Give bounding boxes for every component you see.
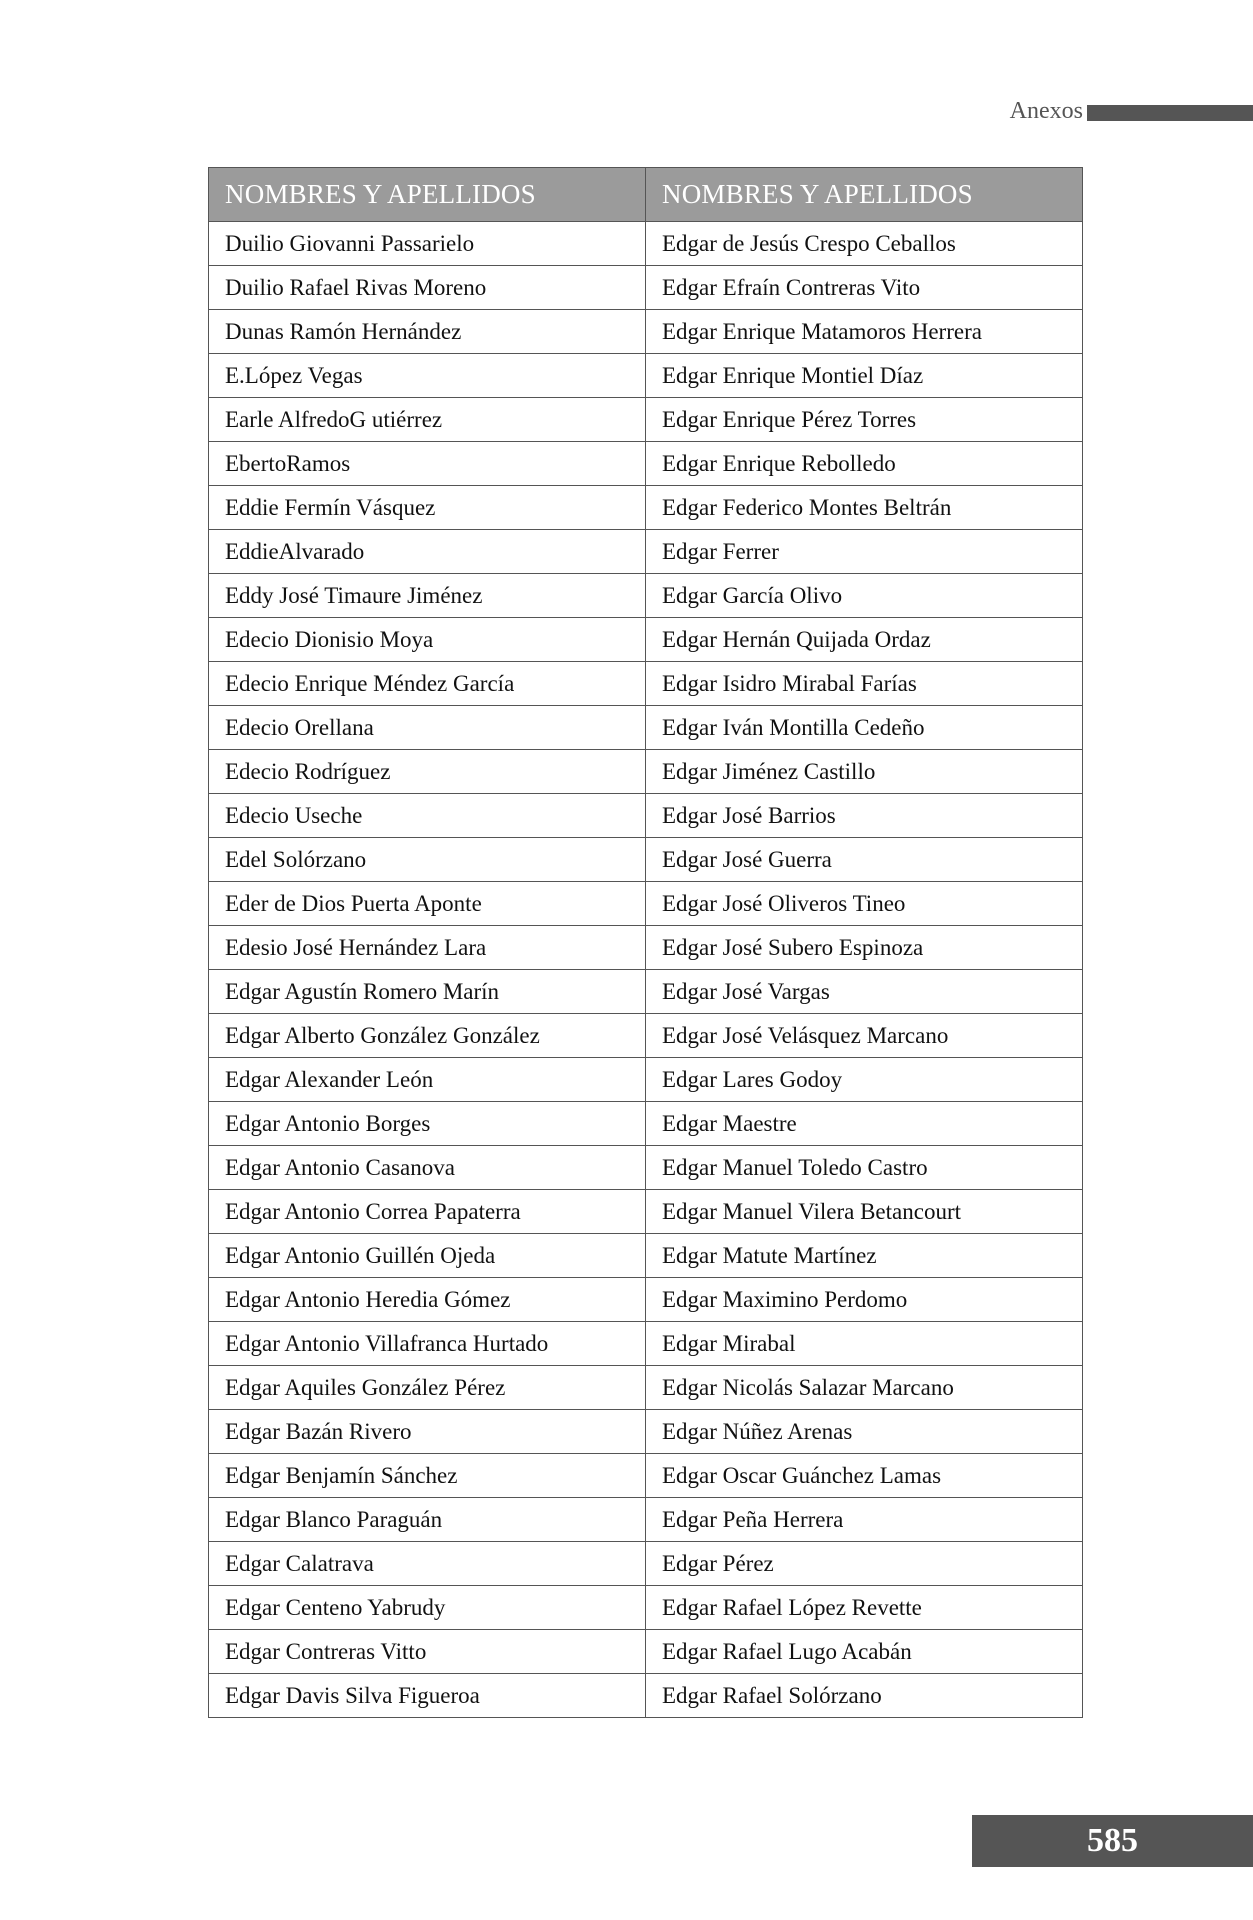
table-row	[209, 706, 1083, 750]
name-cell: Edgar Enrique Pérez Torres	[646, 398, 1083, 442]
name-cell: Edgar Rafael López Revette	[646, 1586, 1083, 1630]
name-cell: Edgar Federico Montes Beltrán	[646, 486, 1083, 530]
name-cell: E.López Vegas	[209, 354, 646, 398]
name-cell: Edgar Rafael Lugo Acabán	[646, 1630, 1083, 1674]
table-row	[209, 794, 1083, 838]
table-row	[209, 1190, 1083, 1234]
table-row	[209, 398, 1083, 442]
name-cell: Edgar Nicolás Salazar Marcano	[646, 1366, 1083, 1410]
name-cell: Edesio José Hernández Lara	[209, 926, 646, 970]
name-cell: Edgar Antonio Heredia Gómez	[209, 1278, 646, 1322]
name-cell: Edgar Maximino Perdomo	[646, 1278, 1083, 1322]
table-row	[209, 1586, 1083, 1630]
table-row	[209, 926, 1083, 970]
table-row	[209, 266, 1083, 310]
table-row	[209, 1322, 1083, 1366]
name-cell: Edgar Centeno Yabrudy	[209, 1586, 646, 1630]
name-cell: Edgar Ferrer	[646, 530, 1083, 574]
name-cell: Eder de Dios Puerta Aponte	[209, 882, 646, 926]
table-row	[209, 970, 1083, 1014]
name-cell: Edecio Rodríguez	[209, 750, 646, 794]
running-header	[960, 98, 1253, 124]
name-cell: Edgar Maestre	[646, 1102, 1083, 1146]
name-cell: Edgar Agustín Romero Marín	[209, 970, 646, 1014]
table-row	[209, 838, 1083, 882]
name-cell: Eddie Fermín Vásquez	[209, 486, 646, 530]
table-row	[209, 1014, 1083, 1058]
name-cell: Edgar Blanco Paraguán	[209, 1498, 646, 1542]
name-cell: Edgar Antonio Borges	[209, 1102, 646, 1146]
name-cell: Edgar Antonio Guillén Ojeda	[209, 1234, 646, 1278]
name-cell: EddieAlvarado	[209, 530, 646, 574]
name-cell: Edgar Iván Montilla Cedeño	[646, 706, 1083, 750]
table-row	[209, 1278, 1083, 1322]
name-cell: Edgar José Barrios	[646, 794, 1083, 838]
name-cell: Edgar Bazán Rivero	[209, 1410, 646, 1454]
name-cell: Edgar José Oliveros Tineo	[646, 882, 1083, 926]
name-cell: Edgar José Velásquez Marcano	[646, 1014, 1083, 1058]
table-row	[209, 1102, 1083, 1146]
name-cell: Edgar Benjamín Sánchez	[209, 1454, 646, 1498]
table-row	[209, 618, 1083, 662]
name-cell: Duilio Rafael Rivas Moreno	[209, 266, 646, 310]
name-cell: Edgar Calatrava	[209, 1542, 646, 1586]
table-row	[209, 1366, 1083, 1410]
name-cell: Earle AlfredoG utiérrez	[209, 398, 646, 442]
name-cell: Edgar Enrique Montiel Díaz	[646, 354, 1083, 398]
name-cell: Edgar Alberto González González	[209, 1014, 646, 1058]
table-row	[209, 1674, 1083, 1718]
table-row	[209, 662, 1083, 706]
name-cell: Duilio Giovanni Passarielo	[209, 222, 646, 266]
name-cell: Edgar Manuel Toledo Castro	[646, 1146, 1083, 1190]
table-header-row	[209, 168, 1083, 222]
name-cell: Edgar Antonio Villafranca Hurtado	[209, 1322, 646, 1366]
name-cell: Edgar José Vargas	[646, 970, 1083, 1014]
name-cell: Edgar de Jesús Crespo Ceballos	[646, 222, 1083, 266]
table-row	[209, 530, 1083, 574]
column-header: NOMBRES Y APELLIDOS	[209, 168, 646, 222]
table-row	[209, 222, 1083, 266]
header-bar	[1087, 105, 1253, 121]
name-cell: Edgar Lares Godoy	[646, 1058, 1083, 1102]
table-row	[209, 1454, 1083, 1498]
name-cell: Edgar Rafael Solórzano	[646, 1674, 1083, 1718]
name-cell: Eddy José Timaure Jiménez	[209, 574, 646, 618]
name-cell: Edgar Antonio Correa Papaterra	[209, 1190, 646, 1234]
table-row	[209, 442, 1083, 486]
name-cell: Edgar Contreras Vitto	[209, 1630, 646, 1674]
table-row	[209, 310, 1083, 354]
name-cell: Edgar Hernán Quijada Ordaz	[646, 618, 1083, 662]
table-row	[209, 574, 1083, 618]
name-cell: Edecio Enrique Méndez García	[209, 662, 646, 706]
names-table	[208, 167, 1083, 1718]
table-row	[209, 1146, 1083, 1190]
name-cell: Edgar Antonio Casanova	[209, 1146, 646, 1190]
name-cell: Edgar Isidro Mirabal Farías	[646, 662, 1083, 706]
name-cell: Edecio Orellana	[209, 706, 646, 750]
table-row	[209, 1498, 1083, 1542]
name-cell: Edgar José Subero Espinoza	[646, 926, 1083, 970]
name-cell: Edgar Jiménez Castillo	[646, 750, 1083, 794]
table-row	[209, 1542, 1083, 1586]
name-cell: Edgar Aquiles González Pérez	[209, 1366, 646, 1410]
name-cell: Edgar Efraín Contreras Vito	[646, 266, 1083, 310]
table-row	[209, 1410, 1083, 1454]
name-cell: Edgar García Olivo	[646, 574, 1083, 618]
name-cell: Edel Solórzano	[209, 838, 646, 882]
name-cell: Edgar Mirabal	[646, 1322, 1083, 1366]
table-row	[209, 1234, 1083, 1278]
name-cell: Dunas Ramón Hernández	[209, 310, 646, 354]
name-cell: Edgar Enrique Matamoros Herrera	[646, 310, 1083, 354]
name-cell: Edgar Alexander León	[209, 1058, 646, 1102]
name-cell: Edecio Useche	[209, 794, 646, 838]
table-body	[209, 222, 1083, 1718]
table-row	[209, 882, 1083, 926]
column-header: NOMBRES Y APELLIDOS	[646, 168, 1083, 222]
name-cell: Edgar Davis Silva Figueroa	[209, 1674, 646, 1718]
name-cell: Edgar Manuel Vilera Betancourt	[646, 1190, 1083, 1234]
name-cell: Edgar Peña Herrera	[646, 1498, 1083, 1542]
name-cell: Edgar Núñez Arenas	[646, 1410, 1083, 1454]
table-row	[209, 354, 1083, 398]
name-cell: Edgar Pérez	[646, 1542, 1083, 1586]
table-row	[209, 750, 1083, 794]
name-cell: Edecio Dionisio Moya	[209, 618, 646, 662]
name-cell: EbertoRamos	[209, 442, 646, 486]
table-row	[209, 1058, 1083, 1102]
name-cell: Edgar José Guerra	[646, 838, 1083, 882]
name-cell: Edgar Enrique Rebolledo	[646, 442, 1083, 486]
table-row	[209, 486, 1083, 530]
table-row	[209, 1630, 1083, 1674]
name-cell: Edgar Matute Martínez	[646, 1234, 1083, 1278]
name-cell: Edgar Oscar Guánchez Lamas	[646, 1454, 1083, 1498]
page-number: 585	[972, 1815, 1253, 1867]
section-label: Anexos	[1009, 98, 1083, 124]
